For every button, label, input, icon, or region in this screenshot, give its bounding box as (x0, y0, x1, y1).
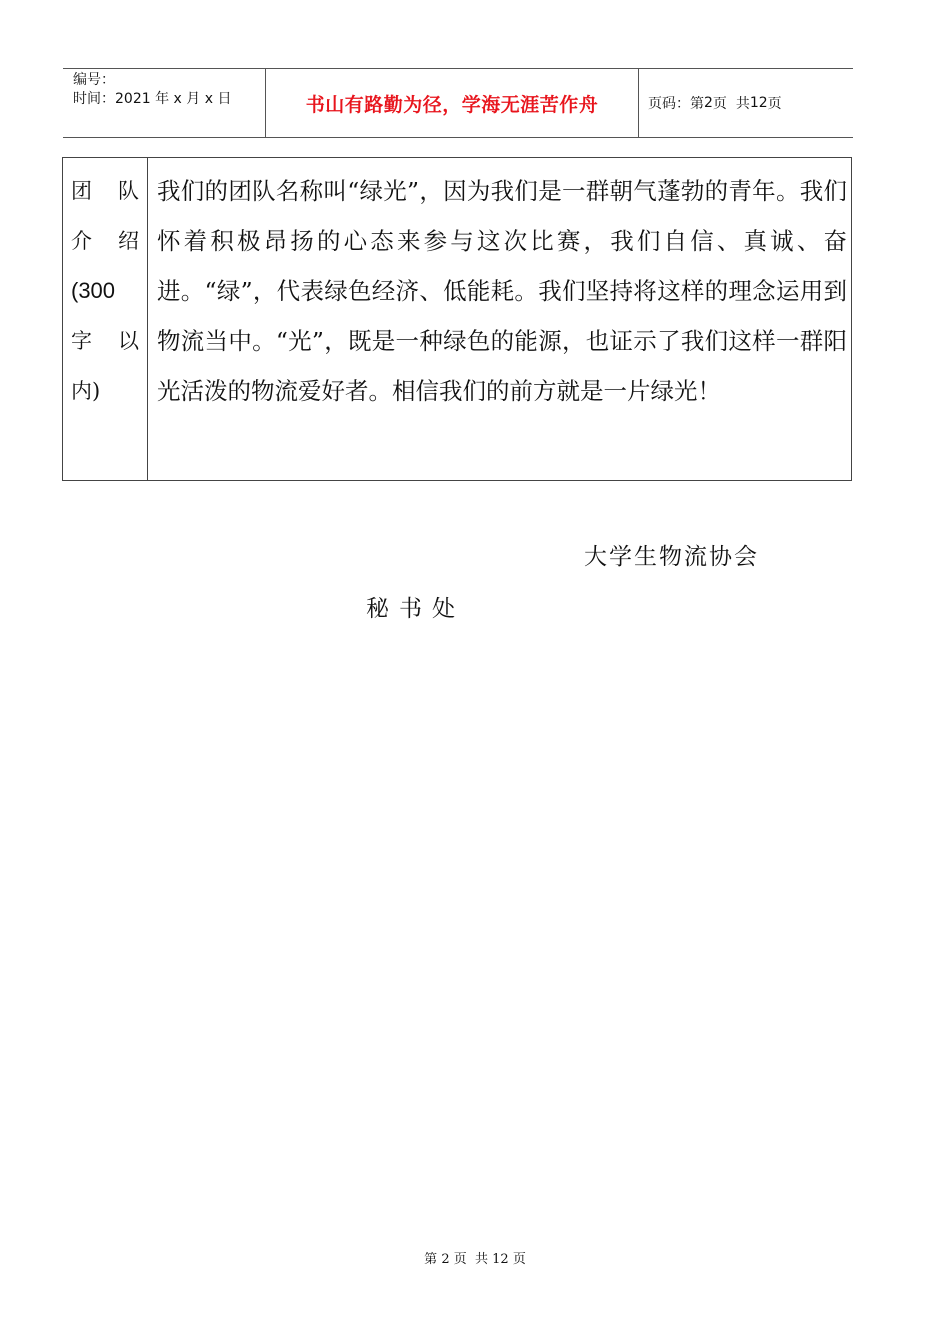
team-intro-label (71, 166, 139, 416)
department-name: 秘书处 (366, 596, 465, 622)
header-page-mid: 页 共 (712, 96, 750, 112)
team-intro-content (157, 166, 847, 416)
label-char: 团 (71, 179, 92, 203)
label-char: 绍 (118, 229, 139, 253)
header-motto: 书山有路勤为径，学海无涯苦作舟 (305, 93, 599, 116)
label-char: 以 (118, 329, 139, 353)
team-intro-table (62, 157, 852, 481)
footer-total: 12 (492, 1252, 509, 1267)
label-char: 队 (118, 179, 139, 203)
label-char: 内) (71, 379, 101, 403)
document-number-label: 编号： (73, 72, 115, 88)
organization-name: 大学生物流协会 (584, 544, 759, 570)
page-header (63, 68, 853, 138)
document-time: 时间：2021 年 x 月 x 日 (73, 91, 232, 107)
table-divider (147, 158, 148, 480)
header-page-current: 2 (704, 95, 713, 111)
label-line (71, 316, 139, 366)
footer-mid: 页 共 (453, 1252, 488, 1267)
team-intro-paragraph: 我们的团队名称叫“绿光”，因为我们是一群朝气蓬勃的青年。我们怀着积极昂扬的心态来参与这次比赛，我们自信、真诚、奋进。“绿”，代表绿色经济、低能耗。我们坚持将这样的理念运用到物流当中。“光”，既是一种绿色的能源，也证示了我们这样一群阳光活泼的物流爱好者。相信我们的前方就是一片绿光！ (157, 177, 847, 405)
label-char: 介 (71, 229, 92, 253)
footer-suffix: 页 (512, 1252, 526, 1267)
header-meta (73, 71, 231, 109)
header-page-info (648, 69, 782, 137)
header-page-label: 页码：第 (648, 96, 704, 112)
label-line (71, 366, 139, 416)
header-page-total: 12 (749, 95, 768, 111)
page-footer (0, 1248, 950, 1267)
header-page-end: 页 (767, 96, 782, 112)
header-divider (638, 69, 639, 137)
label-char: (300 (71, 278, 116, 303)
label-line (71, 166, 139, 216)
footer-prefix: 第 (424, 1252, 438, 1267)
label-line (71, 266, 139, 316)
label-line (71, 216, 139, 266)
footer-current: 2 (441, 1252, 450, 1267)
label-char: 字 (71, 329, 92, 353)
